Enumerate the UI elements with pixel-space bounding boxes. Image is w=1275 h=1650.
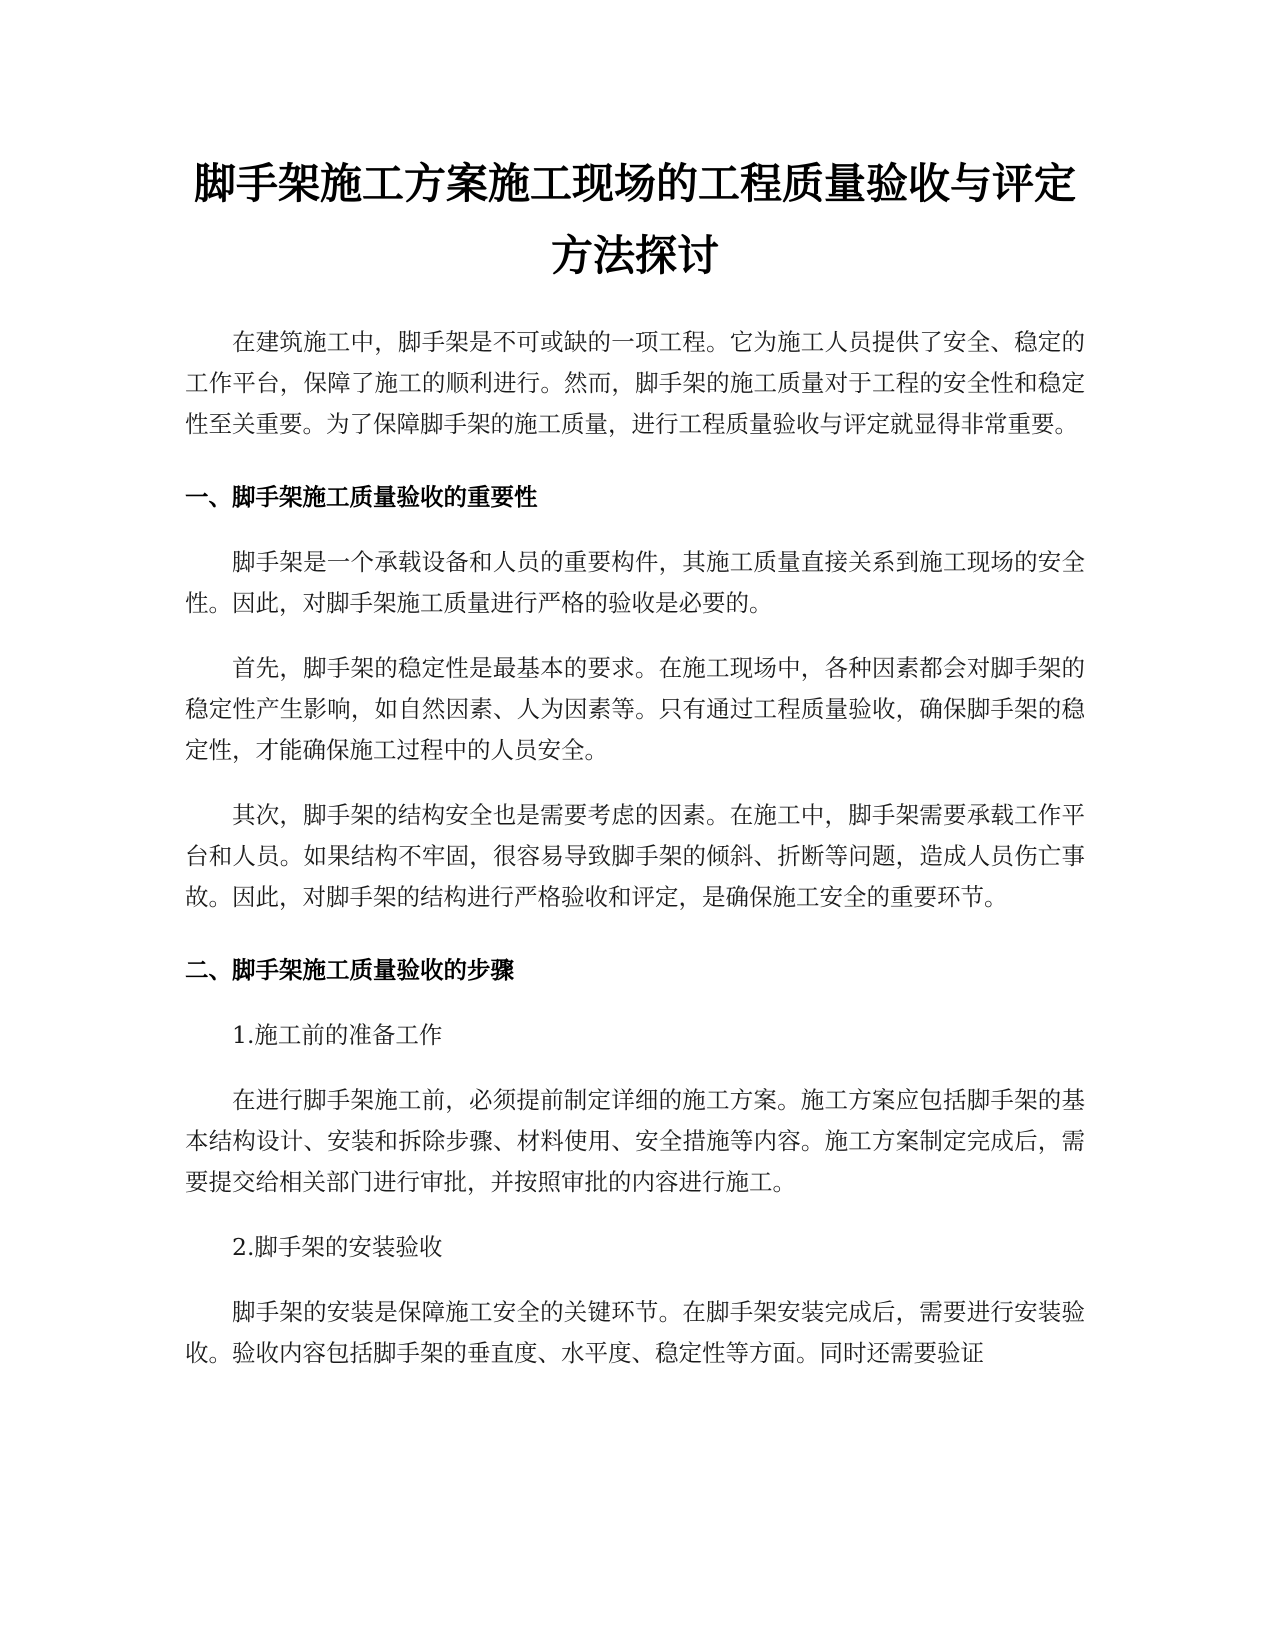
section-1-paragraph-1: 脚手架是一个承载设备和人员的重要构件，其施工质量直接关系到施工现场的安全性。因此，对脚手架施工质量进行严格的验收是必要的。 — [185, 548, 1085, 617]
document-title: 脚手架施工方案施工现场的工程质量验收与评定方法探讨 — [193, 159, 1076, 280]
section-1-paragraph-3: 其次，脚手架的结构安全也是需要考虑的因素。在施工中，脚手架需要承载工作平台和人员。如果结构不牢固，很容易导致脚手架的倾斜、折断等问题，造成人员伤亡事故。因此，对脚手架的结构进行严格验收和评定，是确保施工安全的重要环节。 — [185, 801, 1085, 911]
step-1-paragraph: 在进行脚手架施工前，必须提前制定详细的施工方案。施工方案应包括脚手架的基本结构设计、安装和拆除步骤、材料使用、安全措施等内容。施工方案制定完成后，需要提交给相关部门进行审批，并按照审批的内容进行施工。 — [185, 1086, 1085, 1196]
document-body — [185, 148, 1085, 1374]
section-1-heading: 一、脚手架施工质量验收的重要性 — [185, 483, 538, 511]
step-2-title: 2.脚手架的安装验收 — [232, 1233, 443, 1261]
section-2-heading: 二、脚手架施工质量验收的步骤 — [185, 956, 514, 984]
section-1-paragraph-2: 首先，脚手架的稳定性是最基本的要求。在施工现场中，各种因素都会对脚手架的稳定性产生影响，如自然因素、人为因素等。只有通过工程质量验收，确保脚手架的稳定性，才能确保施工过程中的人员安全。 — [185, 654, 1085, 764]
intro-paragraph: 在建筑施工中，脚手架是不可或缺的一项工程。它为施工人员提供了安全、稳定的工作平台，保障了施工的顺利进行。然而，脚手架的施工质量对于工程的安全性和稳定性至关重要。为了保障脚手架的施工质量，进行工程质量验收与评定就显得非常重要。 — [185, 328, 1085, 438]
step-1-title: 1.施工前的准备工作 — [232, 1021, 443, 1049]
step-2-paragraph: 脚手架的安装是保障施工安全的关键环节。在脚手架安装完成后，需要进行安装验收。验收内容包括脚手架的垂直度、水平度、稳定性等方面。同时还需要验证 — [185, 1298, 1085, 1367]
